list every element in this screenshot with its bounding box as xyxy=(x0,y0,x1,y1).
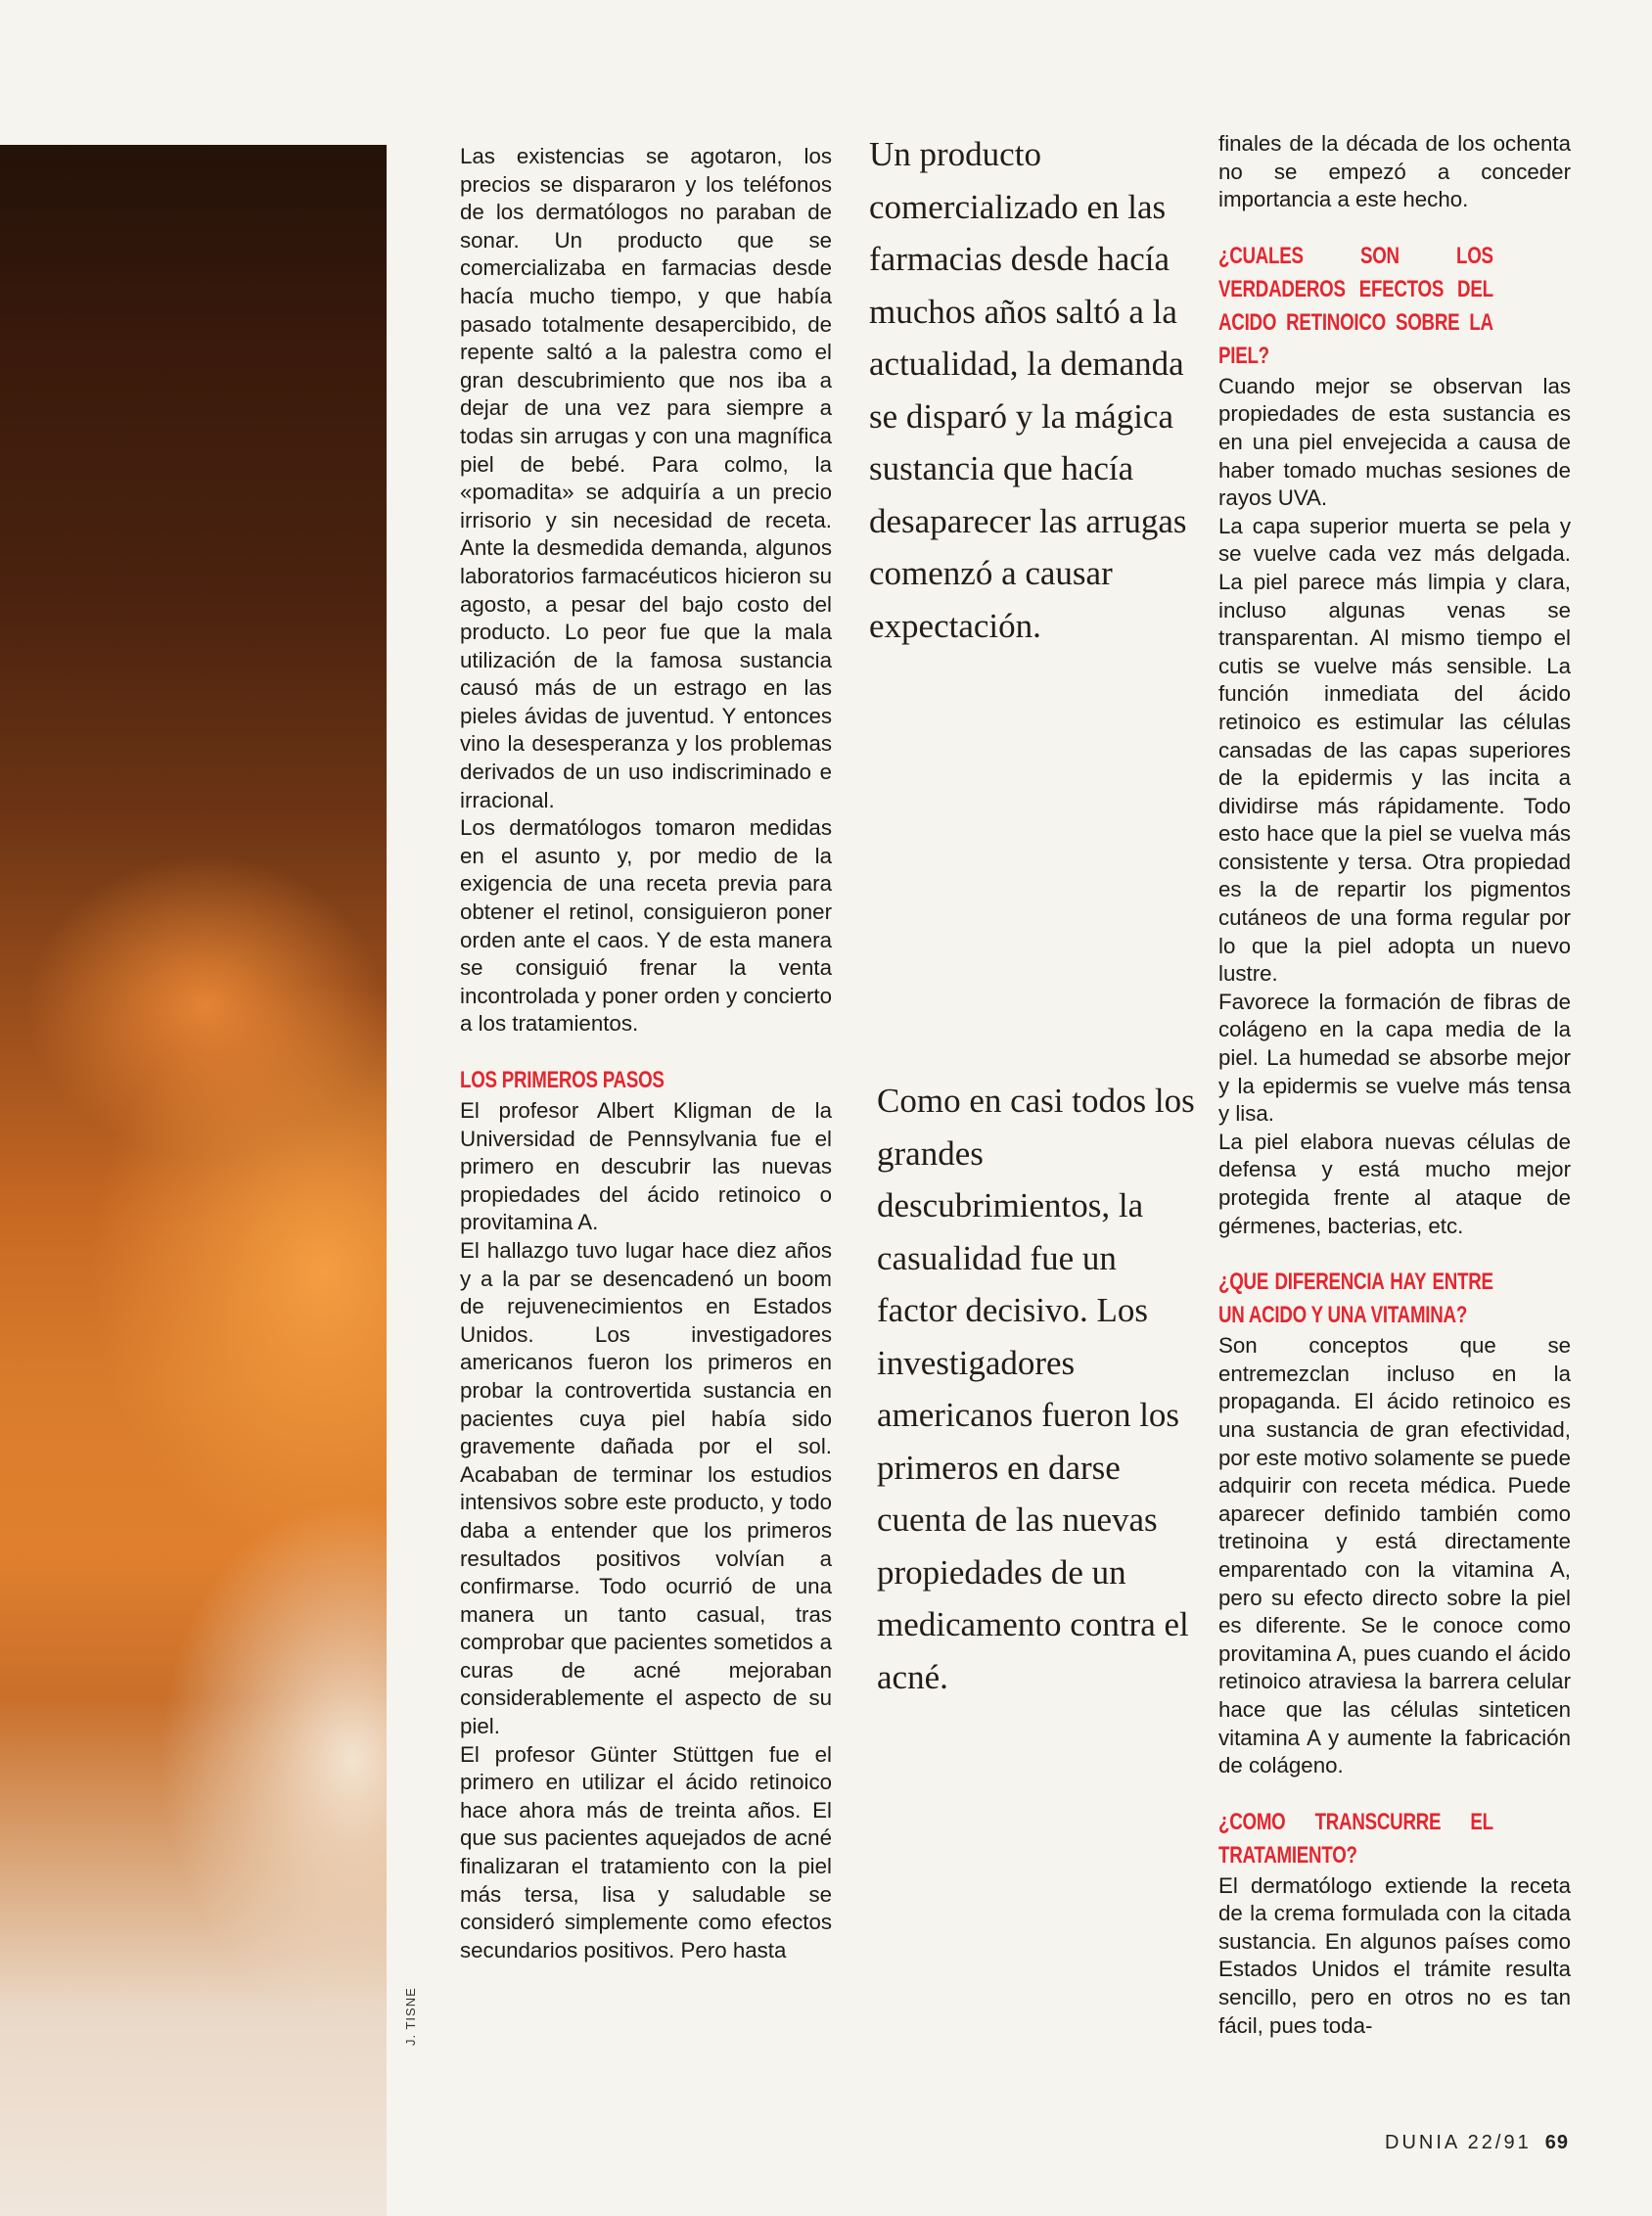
portrait-photo xyxy=(0,145,387,2216)
section-heading-tratamiento: ¿COMO TRANSCURRE EL TRATAMIENTO? xyxy=(1218,1808,1493,1869)
body-paragraph: Favorece la formación de fibras de colágeno en la capa media de la piel. La humedad se absorbe mejor y la epidermis se vuelve más tensa y lisa. xyxy=(1218,989,1571,1127)
article-column-1 xyxy=(460,143,832,1964)
body-paragraph: La piel elabora nuevas células de defensa y está mucho mejor protegida frente al ataque de gérmenes, bacterias, etc. xyxy=(1218,1129,1571,1238)
body-paragraph: Son conceptos que se entremezclan incluso en la propaganda. El ácido retinoico es una sustancia de gran efectividad, por este motivo solamente se puede adquirir con receta médica. Puede aparecer definido también como tretinoina y está directamente emparentado con la vitamina A, pero su efecto directo sobre la piel es diferente. Se le conoce como provitamina A, pues cuando el ácido retinoico atraviesa la barrera celular hace que las células sinteticen vitamina A y aumente la fabricación de colágeno. xyxy=(1218,1333,1571,1778)
page-footer xyxy=(1385,2132,1569,2154)
section-heading-efectos: ¿CUALES SON LOS VERDADEROS EFECTOS DEL ACIDO RETINOICO SOBRE LA PIEL? xyxy=(1218,242,1493,369)
body-paragraph: Los dermatólogos tomaron medidas en el asunto y, por medio de la exigencia de una receta previa para obtener el retinol, consiguieron poner orden ante el caos. Y de esta manera se consiguió frenar la venta incontrolada y poner orden y concierto a los tratamientos. xyxy=(460,815,832,1037)
body-paragraph: El profesor Günter Stüttgen fue el primero en utilizar el ácido retinoico hace ahora más de treinta años. El que sus pacientes aquejados de acné finalizaran el tratamiento con la piel más tersa, lisa y saludable se consideró simplemente como efectos secundarios positivos. Pero hasta xyxy=(460,1741,832,1962)
body-paragraph: Cuando mejor se observan las propiedades de esta sustancia es en una piel envejecida a causa de haber tomado muchas sesiones de rayos UVA. xyxy=(1218,373,1571,511)
section-heading-diferencia: ¿QUE DIFERENCIA HAY ENTRE UN ACIDO Y UNA VITAMINA? xyxy=(1218,1269,1493,1329)
body-paragraph: Las existencias se agotaron, los precios se dispararon y los teléfonos de los dermatólogos no paraban de sonar. Un producto que se comercializaba en farmacias desde hacía mucho tiempo, y que había pasado totalmente desapercibido, de repente saltó a la palestra como el gran descubrimiento que nos iba a dejar de una vez para siempre a todas sin arrugas y con una magnífica piel de bebé. Para colmo, la «pomadita» se adquiría a un precio irrisorio y sin necesidad de receta. Ante la desmedida demanda, algunos laboratorios farmacéuticos hicieron su agosto, a pesar del bajo costo del producto. Lo peor fue que la mala utilización de la famosa sustancia causó más de un estrago en las pieles ávidas de juventud. Y entonces vino la desesperanza y los problemas derivados de un uso indiscriminado e irracional. xyxy=(460,144,832,812)
body-paragraph: El profesor Albert Kligman de la Universidad de Pennsylvania fue el primero en descubrir las nuevas propiedades del ácido retinoico o provitamina A. xyxy=(460,1098,832,1235)
pull-quote xyxy=(877,1075,1200,1703)
body-paragraph: El dermatólogo extiende la receta de la crema formulada con la citada sustancia. En algunos países como Estados Unidos el trámite resulta sencillo, pero en otros no es tan fácil, pues toda- xyxy=(1218,1872,1571,2038)
magazine-issue: DUNIA 22/91 xyxy=(1385,2132,1532,2153)
pull-quote-text: Como en casi todos los grandes descubrimientos, la casualidad fue un factor decisivo. Los investigadores americanos fueron los primeros en darse cuenta de las nuevas propiedades de un medicamento contra el acné. xyxy=(877,1082,1195,1696)
page-number: 69 xyxy=(1544,2132,1569,2153)
pull-quote-text: Un producto comercializado en las farmacias desde hacía muchos años saltó a la actualidad, la demanda se disparó y la mágica sustancia que hacía desaparecer las arrugas comenzó a causar expectación. xyxy=(869,135,1187,645)
body-paragraph: finales de la década de los ochenta no se empezó a conceder importancia a este hecho. xyxy=(1218,131,1571,212)
article-column-3 xyxy=(1218,130,1571,2040)
pull-quote xyxy=(869,128,1192,652)
section-heading-primeros-pasos: LOS PRIMEROS PASOS xyxy=(460,1067,665,1093)
photo-credit: J. TISNE xyxy=(403,1987,418,2046)
body-paragraph: La capa superior muerta se pela y se vuelve cada vez más delgada. La piel parece más limpia y clara, incluso algunas venas se transparentan. Al mismo tiempo el cutis se vuelve más sensible. La función inmediata del ácido retinoico es estimular las células cansadas de las capas superiores de la epidermis y las incita a dividirse más rápidamente. Todo esto hace que la piel se vuelva más consistente y tersa. Otra propiedad es la de repartir los pigmentos cutáneos de una forma regular por lo que la piel adopta un nuevo lustre. xyxy=(1218,513,1571,987)
body-paragraph: El hallazgo tuvo lugar hace diez años y a la par se desencadenó un boom de rejuvenecimientos en Estados Unidos. Los investigadores americanos fueron los primeros en probar la controvertida sustancia en pacientes cuya piel había sido gravemente dañada por el sol. Acababan de terminar los estudios intensivos sobre este producto, y todo daba a entender que los primeros resultados positivos volvían a confirmarse. Todo ocurrió de una manera un tanto casual, tras comprobar que pacientes sometidos a curas de acné mejoraban considerablemente el aspecto de su piel. xyxy=(460,1237,832,1739)
